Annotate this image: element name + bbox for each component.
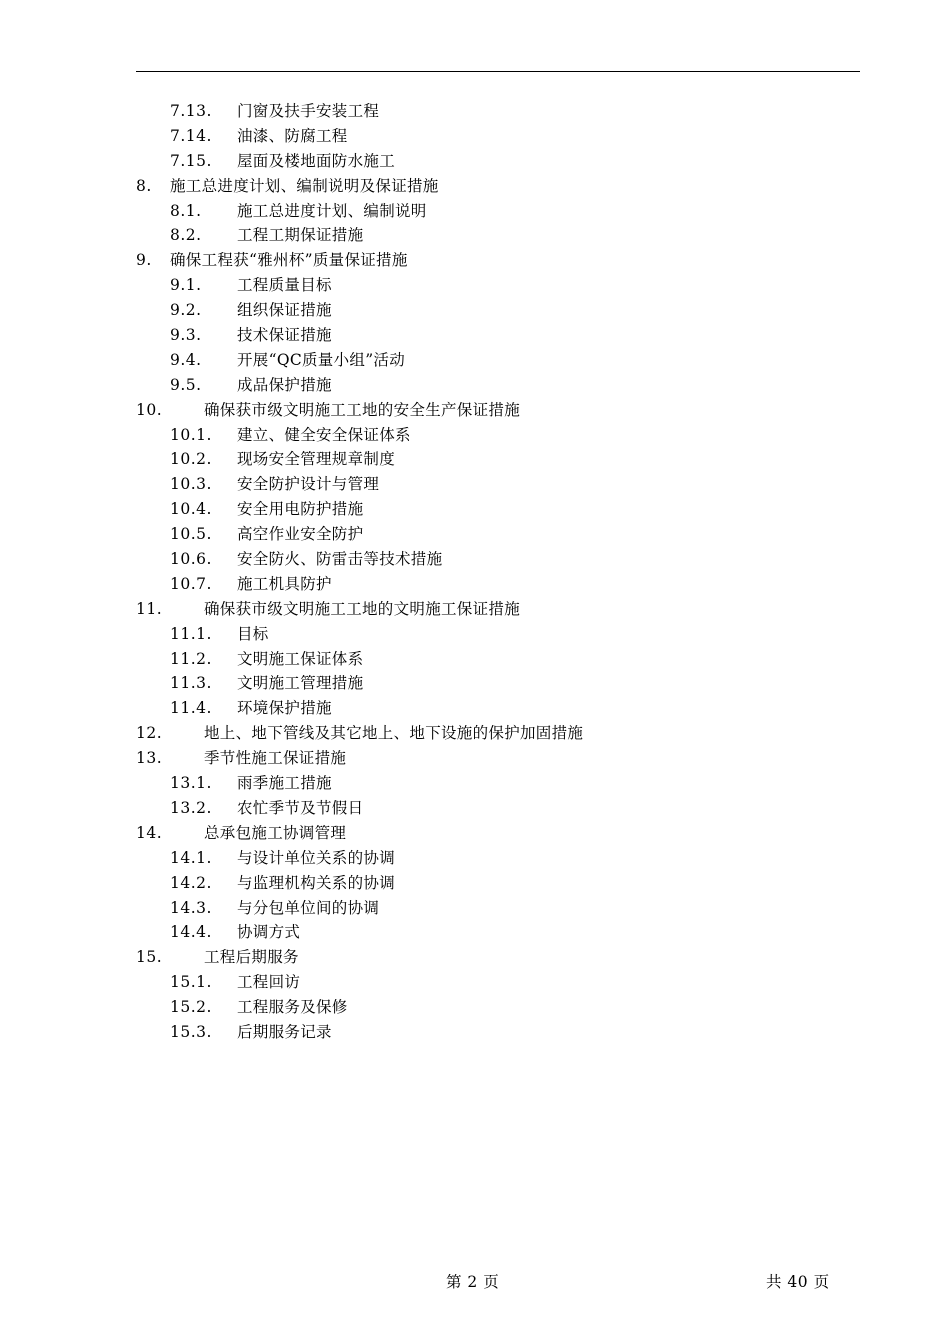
toc-entry-number: 13.1. (170, 774, 212, 793)
toc-entry-title: 与分包单位间的协调 (237, 898, 380, 917)
toc-entry-number: 13.2. (170, 798, 212, 817)
toc-entry-title: 后期服务记录 (237, 1022, 332, 1041)
toc-entry-title: 工程后期服务 (204, 948, 299, 967)
toc-entry-title: 屋面及楼地面防水施工 (237, 151, 396, 170)
toc-subsection-entry (0, 995, 950, 1020)
toc-entry-number: 13. (136, 749, 163, 768)
toc-entry-title: 施工总进度计划、编制说明及保证措施 (170, 176, 439, 195)
toc-entry-title: 农忙季节及节假日 (237, 798, 364, 817)
toc-subsection-entry (0, 497, 950, 522)
toc-entry-number: 10.1. (170, 425, 212, 444)
toc-entry-title: 工程服务及保修 (237, 998, 348, 1017)
toc-entry-number: 15.2. (170, 998, 212, 1017)
toc-entry-number: 10.4. (170, 500, 212, 519)
toc-entry-number: 11. (136, 599, 163, 618)
toc-entry-title: 确保工程获“雅州杯”质量保证措施 (170, 251, 408, 270)
toc-entry-number: 15.3. (170, 1022, 212, 1041)
toc-entry-title: 确保获市级文明施工工地的安全生产保证措施 (204, 400, 521, 419)
toc-section-entry (0, 721, 950, 746)
toc-entry-number: 10.5. (170, 525, 212, 544)
toc-entry-number: 14.4. (170, 923, 212, 942)
header-rule (136, 71, 860, 72)
toc-entry-title: 与设计单位关系的协调 (237, 848, 396, 867)
toc-entry-number: 9.1. (170, 276, 202, 295)
toc-entry-number: 12. (136, 724, 163, 743)
toc-entry-number: 11.3. (170, 674, 212, 693)
toc-section-entry (0, 597, 950, 622)
toc-entry-title: 工程回访 (237, 973, 301, 992)
toc-entry-number: 15. (136, 948, 163, 967)
toc-subsection-entry (0, 348, 950, 373)
toc-entry-number: 10.6. (170, 550, 212, 569)
table-of-contents (0, 99, 950, 1045)
toc-entry-number: 14.1. (170, 848, 212, 867)
toc-entry-number: 14. (136, 823, 163, 842)
toc-entry-title: 工程工期保证措施 (237, 226, 364, 245)
toc-entry-number: 15.1. (170, 973, 212, 992)
toc-subsection-entry (0, 547, 950, 572)
toc-section-entry (0, 746, 950, 771)
toc-section-entry (0, 821, 950, 846)
toc-entry-number: 10.7. (170, 574, 212, 593)
toc-subsection-entry (0, 124, 950, 149)
toc-entry-title: 施工机具防护 (237, 574, 332, 593)
toc-entry-number: 14.2. (170, 873, 212, 892)
toc-subsection-entry (0, 472, 950, 497)
toc-subsection-entry (0, 199, 950, 224)
toc-entry-number: 7.14. (170, 126, 212, 145)
toc-entry-title: 开展“QC质量小组”活动 (237, 350, 406, 369)
toc-subsection-entry (0, 696, 950, 721)
toc-subsection-entry (0, 99, 950, 124)
toc-subsection-entry (0, 298, 950, 323)
toc-subsection-entry (0, 647, 950, 672)
toc-subsection-entry (0, 423, 950, 448)
toc-entry-number: 10.3. (170, 475, 212, 494)
toc-entry-number: 8. (136, 176, 152, 195)
toc-subsection-entry (0, 522, 950, 547)
toc-entry-title: 成品保护措施 (237, 375, 332, 394)
toc-entry-title: 总承包施工协调管理 (204, 823, 347, 842)
toc-entry-number: 9.2. (170, 301, 202, 320)
toc-entry-number: 9.3. (170, 326, 202, 345)
toc-entry-title: 目标 (237, 624, 269, 643)
toc-entry-title: 季节性施工保证措施 (204, 749, 347, 768)
toc-entry-number: 8.2. (170, 226, 202, 245)
toc-entry-title: 组织保证措施 (237, 301, 332, 320)
toc-entry-title: 与监理机构关系的协调 (237, 873, 396, 892)
toc-entry-title: 安全防火、防雷击等技术措施 (237, 550, 443, 569)
toc-subsection-entry (0, 771, 950, 796)
toc-subsection-entry (0, 671, 950, 696)
toc-entry-number: 7.13. (170, 102, 212, 120)
toc-entry-title: 安全防护设计与管理 (237, 475, 380, 494)
toc-entry-title: 地上、地下管线及其它地上、地下设施的保护加固措施 (204, 724, 584, 743)
toc-subsection-entry (0, 846, 950, 871)
toc-subsection-entry (0, 223, 950, 248)
toc-subsection-entry (0, 572, 950, 597)
toc-entry-title: 现场安全管理规章制度 (237, 450, 396, 469)
toc-entry-title: 文明施工保证体系 (237, 649, 364, 668)
toc-entry-number: 8.1. (170, 201, 202, 220)
toc-entry-title: 协调方式 (237, 923, 301, 942)
toc-entry-title: 门窗及扶手安装工程 (237, 102, 380, 120)
toc-entry-title: 安全用电防护措施 (237, 500, 364, 519)
toc-subsection-entry (0, 871, 950, 896)
toc-section-entry (0, 945, 950, 970)
toc-entry-number: 11.1. (170, 624, 212, 643)
toc-entry-title: 文明施工管理措施 (237, 674, 364, 693)
toc-subsection-entry (0, 896, 950, 921)
toc-subsection-entry (0, 323, 950, 348)
toc-entry-number: 9.4. (170, 350, 202, 369)
toc-entry-number: 11.2. (170, 649, 212, 668)
page-number: 第 2 页 (446, 1273, 500, 1291)
toc-entry-title: 油漆、防腐工程 (237, 126, 348, 145)
toc-entry-title: 确保获市级文明施工工地的文明施工保证措施 (204, 599, 521, 618)
toc-subsection-entry (0, 622, 950, 647)
toc-entry-title: 技术保证措施 (237, 326, 332, 345)
toc-entry-number: 14.3. (170, 898, 212, 917)
toc-section-entry (0, 398, 950, 423)
toc-entry-title: 高空作业安全防护 (237, 525, 364, 544)
toc-subsection-entry (0, 796, 950, 821)
toc-entry-number: 11.4. (170, 699, 212, 718)
toc-subsection-entry (0, 447, 950, 472)
toc-entry-number: 9. (136, 251, 152, 270)
toc-entry-title: 施工总进度计划、编制说明 (237, 201, 427, 220)
toc-section-entry (0, 174, 950, 199)
toc-subsection-entry (0, 920, 950, 945)
toc-subsection-entry (0, 273, 950, 298)
toc-subsection-entry (0, 149, 950, 174)
toc-subsection-entry (0, 1020, 950, 1045)
toc-entry-number: 7.15. (170, 151, 212, 170)
total-pages: 共 40 页 (766, 1273, 830, 1291)
toc-entry-title: 环境保护措施 (237, 699, 332, 718)
toc-subsection-entry (0, 373, 950, 398)
toc-section-entry (0, 248, 950, 273)
toc-entry-number: 10.2. (170, 450, 212, 469)
toc-entry-title: 工程质量目标 (237, 276, 332, 295)
toc-entry-title: 建立、健全安全保证体系 (237, 425, 411, 444)
toc-entry-number: 9.5. (170, 375, 202, 394)
toc-entry-title: 雨季施工措施 (237, 774, 332, 793)
toc-entry-number: 10. (136, 400, 163, 419)
toc-subsection-entry (0, 970, 950, 995)
